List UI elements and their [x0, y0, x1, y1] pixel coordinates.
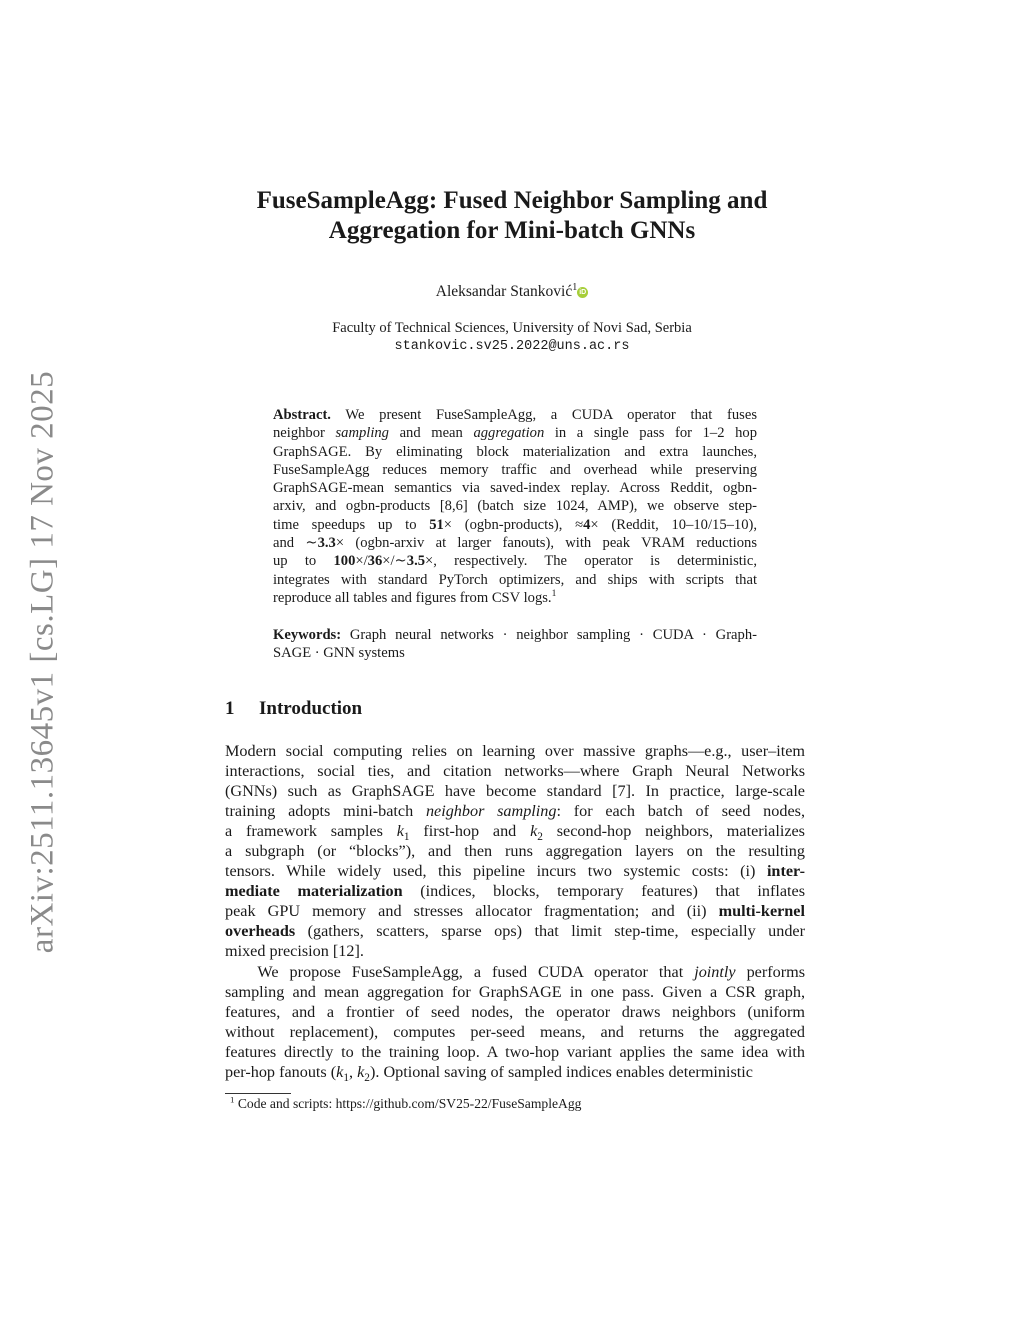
text-segment: ×/∼	[382, 553, 407, 570]
author-affil-mark: 1	[572, 281, 578, 293]
text-line	[273, 479, 757, 497]
footnote-text[interactable]: Code and scripts: https://github.com/SV25-22/FuseSampleAgg	[237, 1096, 582, 1111]
text-segment: and ∼	[273, 535, 318, 552]
text-line	[273, 406, 757, 424]
text-segment: ,	[349, 1062, 358, 1081]
text-segment: mixed precision [12].	[225, 942, 364, 961]
text-line	[225, 761, 805, 781]
text-segment: We propose FuseSampleAgg, a fused CUDA operator that	[225, 962, 695, 981]
text-segment: k	[336, 1062, 344, 1081]
text-segment: and mean	[388, 425, 474, 442]
text-line	[225, 1062, 805, 1082]
text-line	[225, 821, 805, 844]
text-segment: 3.5	[406, 553, 426, 570]
text-line	[225, 962, 805, 982]
text-segment: Graph neural networks · neighbor sampling · CUDA · Graph-	[341, 627, 757, 643]
text-segment: × (Reddit, 10–10/15–10),	[590, 516, 758, 533]
text-segment: k	[357, 1062, 365, 1081]
footnote-mark: 1	[230, 1094, 235, 1105]
footnote-rule	[225, 1093, 291, 1094]
text-segment: 51	[429, 516, 444, 533]
author	[0, 283, 1024, 301]
text-line	[273, 552, 757, 570]
text-segment: 1	[343, 1071, 350, 1084]
text-segment: inter-	[766, 862, 805, 881]
text-segment: 2	[537, 831, 543, 844]
title-line: Aggregation for Mini-batch GNNs	[328, 217, 696, 244]
text-segment: training adopts mini-batch	[225, 802, 426, 821]
text-segment: a framework samples	[225, 822, 397, 841]
text-segment: ). Optional saving of sampled indices enables deterministic	[369, 1062, 753, 1081]
text-segment: 1	[403, 831, 410, 844]
text-segment: performs	[735, 962, 806, 981]
text-segment: in a single pass for 1–2 hop	[544, 425, 757, 442]
text-segment: mediate materialization	[225, 882, 403, 901]
text-segment: per-hop fanouts (	[225, 1062, 337, 1081]
text-segment: k	[530, 822, 538, 841]
text-segment: interactions, social ties, and citation networks—where Graph Neural Networks	[225, 762, 805, 781]
text-line	[225, 1042, 805, 1062]
text-segment: a subgraph (or “blocks”), and then runs aggregation layers on the resulting	[225, 842, 805, 861]
text-segment: features directly to the training loop. A two-hop variant applies the same idea with	[225, 1042, 805, 1061]
text-segment: second-hop neighbors, materializes	[542, 822, 805, 841]
title-line: FuseSampleAgg: Fused Neighbor Sampling and	[256, 187, 768, 214]
text-line	[225, 801, 805, 821]
text-segment: multi-kernel	[718, 902, 805, 921]
text-segment: GraphSAGE-mean semantics via saved-index replay. Across Reddit, ogbn-	[273, 480, 757, 497]
text-segment: up to	[273, 553, 334, 570]
email: stankovic.sv25.2022@uns.ac.rs	[394, 339, 630, 354]
text-segment: 4	[583, 516, 591, 533]
text-line	[225, 781, 805, 801]
text-segment: × (ogbn-arxiv at larger fanouts), with peak VRAM reductions	[335, 535, 757, 552]
text-segment: jointly	[694, 962, 736, 981]
text-segment: (gathers, scatters, sparse ops) that limit step-time, especially under	[295, 922, 805, 941]
text-segment: GraphSAGE. By eliminating block materialization and extra launches,	[273, 443, 757, 460]
text-segment: sampling	[335, 425, 389, 442]
intro-text	[225, 741, 805, 1082]
text-line	[225, 741, 805, 761]
paper-title	[0, 186, 1024, 246]
text-line	[273, 443, 757, 461]
text-line	[273, 516, 757, 534]
text-segment: aggregation	[473, 425, 545, 442]
text-segment: without replacement), computes per-seed means, and returns the aggregated	[225, 1022, 805, 1041]
text-segment: 100	[333, 553, 356, 570]
arxiv-stamp: arXiv:2511.13645v1 [cs.LG] 17 Nov 2025	[24, 370, 61, 954]
text-line	[225, 861, 805, 881]
footnote	[230, 1096, 581, 1112]
keywords	[273, 626, 757, 663]
text-segment: (indices, blocks, temporary features) that inflates	[402, 882, 806, 901]
text-segment: overheads	[225, 922, 296, 941]
text-segment: FuseSampleAgg reduces memory traffic and overhead while preserving	[273, 461, 757, 478]
text-segment: 3.3	[317, 535, 336, 552]
text-line	[273, 644, 757, 662]
text-line	[225, 921, 805, 941]
text-segment: first-hop and	[409, 822, 531, 841]
text-line	[273, 461, 757, 479]
text-segment: sampling and mean aggregation for GraphSAGE in one pass. Given a CSR graph,	[225, 982, 805, 1001]
author-name: Aleksandar Stanković	[435, 283, 573, 300]
text-segment: neighbor	[273, 425, 336, 442]
text-line	[225, 881, 805, 901]
affiliation: Faculty of Technical Sciences, University of Novi Sad, Serbia	[332, 320, 692, 336]
text-line	[225, 841, 805, 861]
section-number: 1	[225, 698, 235, 719]
text-segment: We present FuseSampleAgg, a CUDA operator that fuses	[330, 407, 757, 423]
text-segment: (GNNs) such as GraphSAGE have become standard [7]. In practice, large-scale	[225, 782, 805, 801]
abstract	[273, 406, 757, 607]
text-segment: tensors. While widely used, this pipeline incurs two systemic costs: (i)	[225, 862, 767, 881]
text-segment: neighbor sampling	[425, 802, 557, 821]
text-line	[225, 901, 805, 921]
text-segment: ×/	[355, 553, 368, 570]
text-segment: 36	[367, 553, 383, 570]
text-segment: 1	[551, 589, 557, 600]
text-line	[225, 982, 805, 1002]
text-segment: × (ogbn-products), ≈	[443, 516, 584, 533]
text-segment: : for each batch of seed nodes,	[556, 802, 805, 821]
section-title: Introduction	[259, 698, 363, 719]
text-segment: features, and a frontier of seed nodes, the operator draws neighbors (uniform	[225, 1002, 805, 1021]
text-line	[273, 626, 757, 644]
text-line	[273, 571, 757, 589]
text-line	[225, 1022, 805, 1042]
text-segment: reproduce all tables and figures from CSV logs.	[273, 589, 552, 606]
text-line	[273, 589, 757, 607]
text-line	[273, 534, 757, 552]
text-segment: Keywords:	[273, 627, 342, 643]
section-heading	[225, 698, 362, 720]
text-segment: integrates with standard PyTorch optimizers, and ships with scripts that	[273, 571, 757, 588]
text-segment: time speedups up to	[273, 516, 430, 533]
text-segment: Abstract.	[273, 407, 331, 423]
text-segment: SAGE · GNN systems	[273, 645, 405, 662]
text-segment: arxiv, and ogbn-products [8,6] (batch size 1024, AMP), we observe step-	[273, 498, 757, 515]
text-segment: ×, respectively. The operator is deterministic,	[425, 553, 757, 570]
text-line	[273, 497, 757, 515]
text-segment: 2	[364, 1071, 370, 1084]
text-segment: peak GPU memory and stresses allocator fragmentation; and (ii)	[225, 902, 719, 921]
text-segment: k	[396, 822, 404, 841]
text-segment: Modern social computing relies on learning over massive graphs—e.g., user–item	[225, 742, 805, 760]
text-line	[225, 941, 805, 961]
text-line	[273, 424, 757, 442]
orcid-icon[interactable]: iD	[579, 289, 587, 296]
text-line	[225, 1002, 805, 1022]
